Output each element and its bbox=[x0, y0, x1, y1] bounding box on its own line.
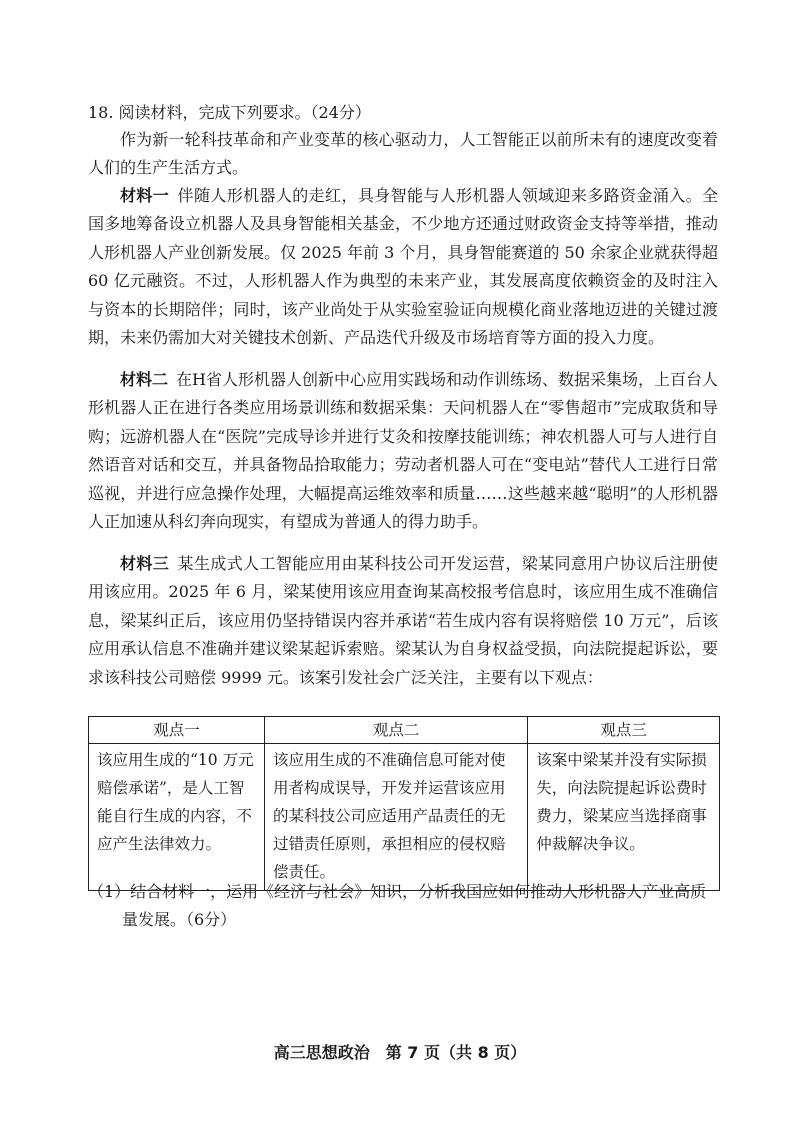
viewpoints-content-row bbox=[89, 744, 720, 891]
material-one-label: 材料一 bbox=[120, 186, 170, 205]
viewpoint-cell-2: 该应用生成的不准确信息可能对使用者构成误导，开发并运营该应用的某科技公司应适用产品责任的无过错责任原则，承担相应的侵权赔偿责任。 bbox=[265, 744, 528, 891]
viewpoint-cell-1: 该应用生成的“10 万元赔偿承诺”，是人工智能自行生成的内容，不应产生法律效力。 bbox=[89, 744, 265, 891]
material-two-text: 在H省人形机器人创新中心应用实践场和动作训练场、数据采集场，上百台人形机器人正在进行各类应用场景训练和数据采集：天问机器人在“零售超市”完成取货和导购；远游机器人在“医院”完成导诊并进行艾灸和按摩技能训练；神农机器人可与人进行自然语音对话和交互，并具备物品拾取能力；劳动者机器人可在“变电站”替代人工进行日常巡视，并进行应急操作处理，大幅提高运维效率和质量……这些越来越“聪明”的人形机器人正加速从科幻奔向现实，有望成为普通人的得力助手。 bbox=[88, 370, 718, 532]
material-one bbox=[88, 182, 718, 352]
material-three-label: 材料三 bbox=[120, 554, 170, 573]
viewpoint-header-3: 观点三 bbox=[528, 717, 720, 744]
material-one-text: 伴随人形机器人的走红，具身智能与人形机器人领域迎来多路资金涌入。全国多地筹备设立机器人及具身智能相关基金，不少地方还通过财政资金支持等举措，推动人形机器人产业创新发展。仅 2025 年前 3 个月，具身智能赛道的 50 余家企业就获得超 60 亿元融资。不过，人形机器人作为典型的未来产业，其发展高度依赖资金的及时注入与资本的长期陪伴；同时，该产业尚处于从实验室验证向规模化商业落地迈进的关键过渡期，未来仍需加大对关键技术创新、产品迭代升级及市场培育等方面的投入力度。 bbox=[88, 186, 718, 348]
viewpoint-cell-3: 该案中梁某并没有实际损失，向法院提起诉讼费时费力，梁某应当选择商事仲裁解决争议。 bbox=[528, 744, 720, 891]
question-intro: 作为新一轮科技革命和产业变革的核心驱动力，人工智能正以前所未有的速度改变着人们的生产生活方式。 bbox=[88, 130, 718, 178]
viewpoint-header-1: 观点一 bbox=[89, 717, 265, 744]
viewpoints-table bbox=[88, 716, 720, 891]
sub-question-1: （1）结合材料一，运用《经济与社会》知识，分析我国应如何推动人形机器人产业高质量发展。（6分） bbox=[88, 882, 707, 929]
viewpoints-header-row bbox=[89, 717, 720, 744]
material-two bbox=[88, 366, 718, 536]
material-two-label: 材料二 bbox=[120, 370, 169, 389]
material-three bbox=[88, 550, 718, 692]
material-three-text: 某生成式人工智能应用由某科技公司开发运营，梁某同意用户协议后注册使用该应用。2025 年 6 月，梁某使用该应用查询某高校报考信息时，该应用生成不准确信息，梁某纠正后，该应用仍坚持错误内容并承诺“若生成内容有误将赔偿 10 万元”，后该应用承认信息不准确并建议梁某起诉索赔。梁某认为自身权益受损，向法院提起诉讼，要求该科技公司赔偿 9999 元。该案引发社会广泛关注，主要有以下观点： bbox=[88, 554, 718, 687]
question-title: 18. 阅读材料，完成下列要求。（24分） bbox=[88, 103, 371, 122]
page-footer: 高三思想政治 第 7 页（共 8 页） bbox=[273, 1043, 527, 1062]
viewpoint-header-2: 观点二 bbox=[265, 717, 528, 744]
